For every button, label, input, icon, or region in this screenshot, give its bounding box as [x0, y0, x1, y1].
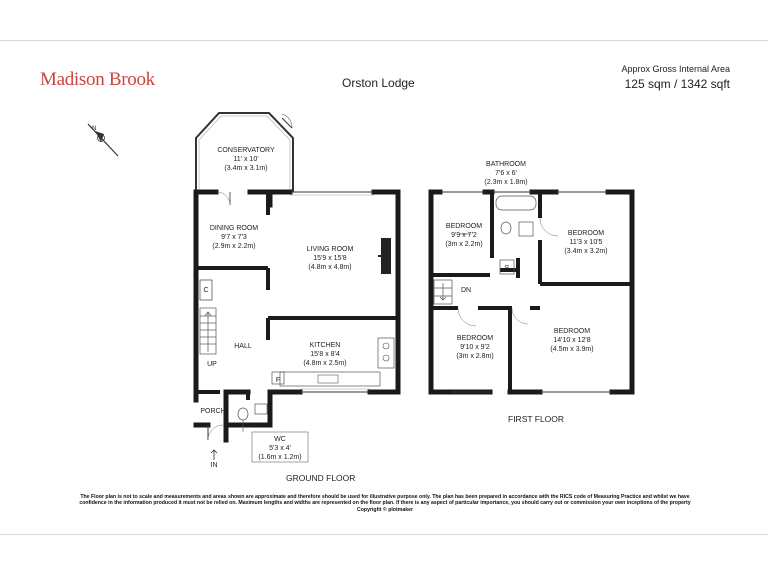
room-dining-metric: (2.9m x 2.2m) [212, 243, 256, 250]
room-bedroom2-name: BEDROOM [567, 230, 605, 237]
room-living-name: LIVING ROOM [306, 246, 354, 253]
disclaimer-line-1: The Floor plan is not to scale and measurements and areas shown are approximate and therefore should be used for illustrative purpose only. The plan has been prepared in accordance with the RICS code of Measuring Practice and whilst we have [80, 494, 690, 500]
room-living-imperial: 15'9 x 15'8 [313, 255, 347, 262]
room-bathroom-metric: (2.3m x 1.8m) [484, 179, 528, 186]
room-bedroom2-metric: (3.4m x 3.2m) [564, 248, 608, 255]
room-wc-metric: (1.6m x 1.2m) [258, 454, 302, 461]
room-wc-imperial: 5'3 x 4' [269, 445, 291, 452]
room-bedroom3-name: BEDROOM [456, 335, 494, 342]
room-bedroom4-metric: (4.5m x 3.9m) [550, 346, 594, 353]
room-bedroom1-imperial: 9'9 x 7'2 [451, 232, 477, 239]
room-bedroom1-name: BEDROOM [445, 223, 483, 230]
stairs-up-label: UP [207, 361, 217, 368]
room-bathroom-name: BATHROOM [486, 161, 526, 168]
ground-floor-label: GROUND FLOOR [286, 473, 356, 483]
room-conservatory-imperial: 11' x 10' [233, 156, 259, 163]
room-bedroom4-name: BEDROOM [553, 328, 591, 335]
disclaimer [40, 494, 730, 513]
first-floor-labels [445, 161, 607, 360]
room-kitchen-metric: (4.8m x 2.5m) [303, 360, 347, 367]
room-hall-name: HALL [234, 343, 252, 350]
disclaimer-line-2: confidence in the information produced it must not be relied on. Maximum lengths and widths are represented on the floor plan. If there is any aspect of particular importance, you should carry out or commission your own inceptions of the property [79, 500, 691, 507]
area-value: 125 sqm / 1342 sqft [624, 77, 730, 91]
stairs-down-label: DN [460, 287, 472, 294]
brand-logo: Madison Brook [40, 69, 155, 90]
entrance-in-label: IN [210, 462, 218, 469]
room-living-metric: (4.8m x 4.8m) [308, 264, 352, 271]
room-porch-name: PORCH [200, 408, 226, 415]
room-kitchen-name: KITCHEN [309, 342, 341, 349]
room-bedroom1-metric: (3m x 2.2m) [445, 241, 483, 248]
room-kitchen-imperial: 15'8 x 8'4 [310, 351, 340, 358]
room-bedroom3-metric: (3m x 2.8m) [456, 353, 494, 360]
room-dining-name: DINING ROOM [209, 225, 259, 232]
property-title: Orston Lodge [342, 76, 415, 90]
room-dining-imperial: 9'7 x 7'3 [221, 234, 247, 241]
area-label: Approx Gross Internal Area [621, 64, 730, 74]
room-bedroom4-imperial: 14'10 x 12'8 [553, 337, 591, 344]
room-bedroom3-imperial: 9'10 x 9'2 [460, 344, 490, 351]
cupboard-c-label: C [203, 287, 209, 294]
room-conservatory-metric: (3.4m x 3.1m) [224, 165, 268, 172]
room-conservatory-name: CONSERVATORY [217, 147, 275, 154]
fridge-f-label: F [275, 377, 281, 384]
storage-s-label: S [504, 265, 510, 272]
room-bathroom-imperial: 7'6 x 6' [495, 170, 517, 177]
compass-north-label: N [92, 126, 97, 132]
first-floor-label: FIRST FLOOR [508, 414, 565, 424]
compass-icon [88, 124, 118, 156]
room-bedroom2-imperial: 11'3 x 10'5 [569, 239, 603, 246]
room-wc-name: WC [274, 436, 286, 443]
disclaimer-copyright: Copyright © plotmaker [357, 506, 413, 513]
